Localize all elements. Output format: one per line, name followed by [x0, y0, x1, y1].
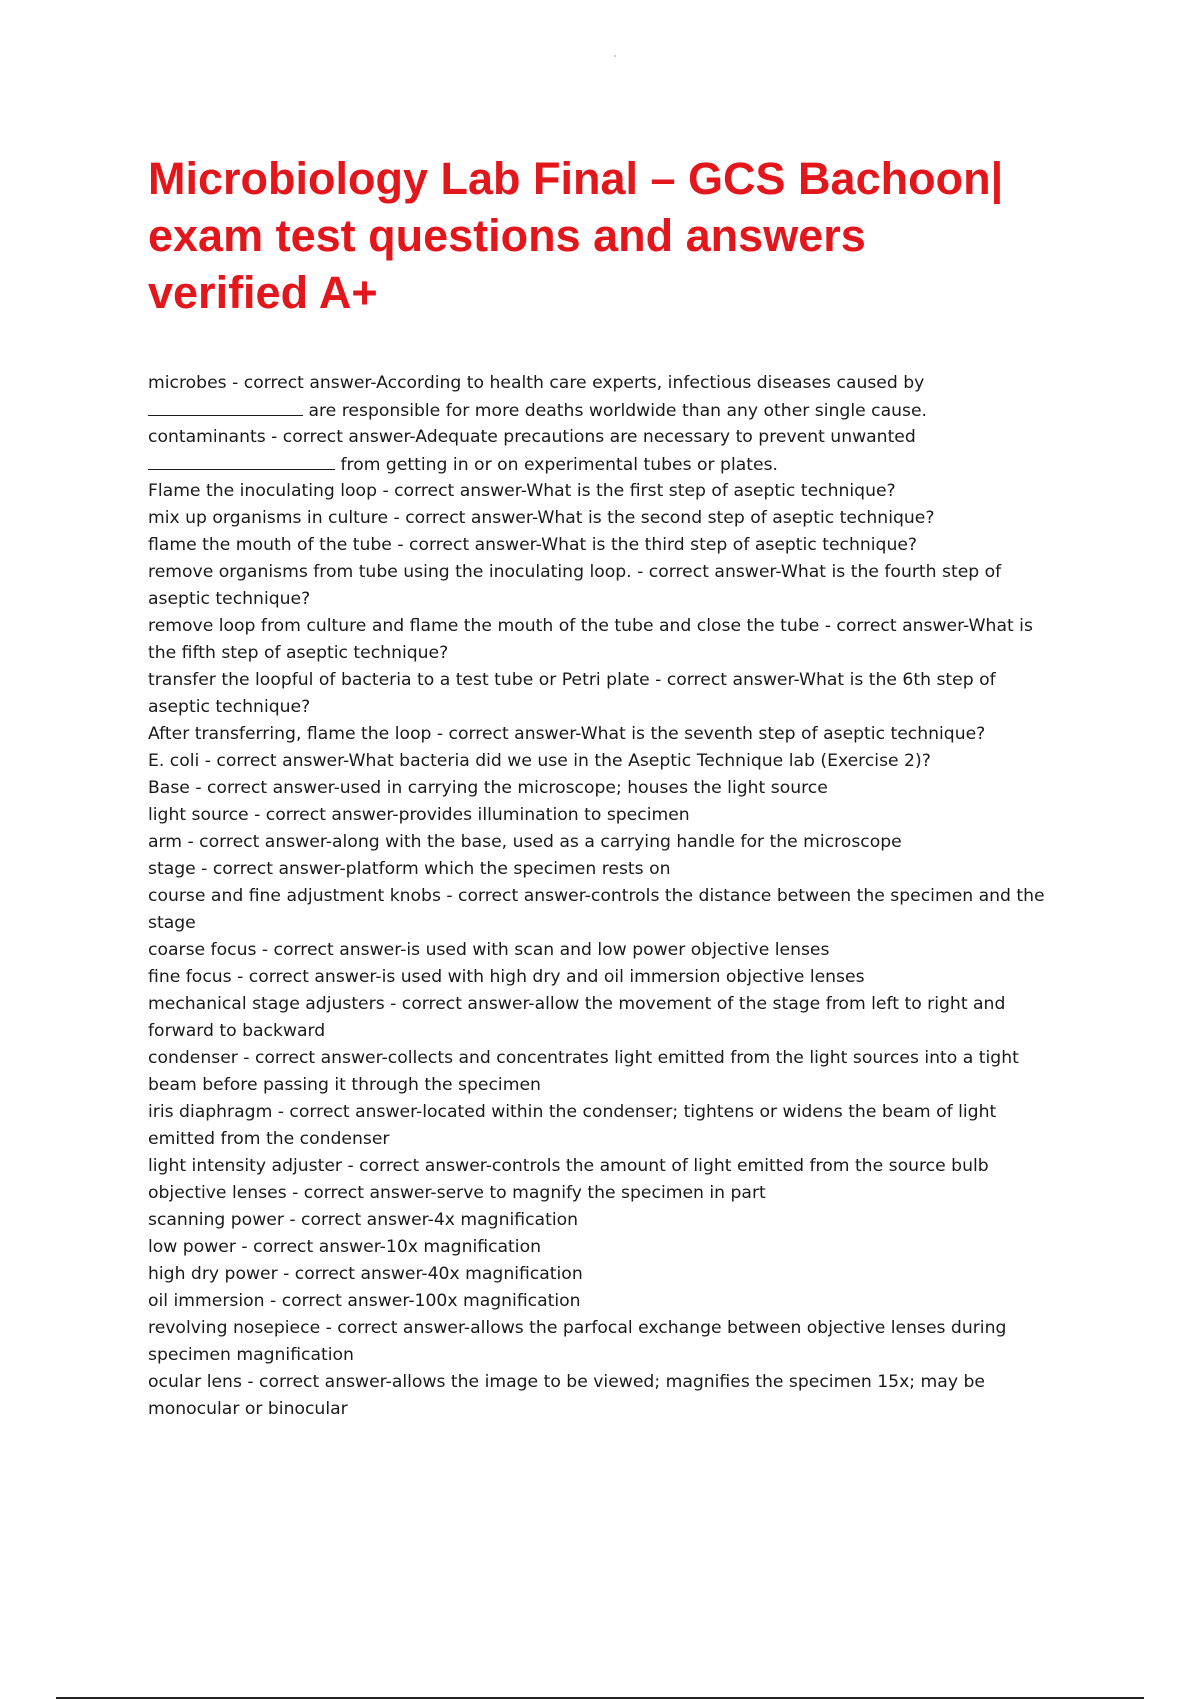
qa-line: [148, 748, 1088, 775]
qa-line: [148, 451, 1088, 478]
qa-line: [148, 1234, 1088, 1261]
qa-line-text: microbes - correct answer-According to health care experts, infectious diseases caused by: [148, 373, 925, 393]
qa-line: [148, 1126, 1088, 1153]
footer-divider: [56, 1697, 1144, 1699]
qa-line-text: are responsible for more deaths worldwide than any other single cause.: [303, 401, 928, 421]
qa-list: [148, 370, 1088, 1423]
qa-line-text: stage - correct answer-platform which the specimen rests on: [148, 859, 671, 879]
qa-line: [148, 964, 1088, 991]
qa-line: [148, 424, 1088, 451]
title-line-3: verified A+: [148, 267, 378, 318]
qa-line: [148, 370, 1088, 397]
qa-line-text: Base - correct answer-used in carrying the microscope; houses the light source: [148, 778, 828, 798]
document-title: [148, 150, 1108, 321]
qa-line: [148, 532, 1088, 559]
qa-line-text: emitted from the condenser: [148, 1129, 390, 1149]
qa-line: [148, 478, 1088, 505]
qa-line-text: transfer the loopful of bacteria to a test tube or Petri plate - correct answer-What is the 6th step of: [148, 670, 996, 690]
page-speck: [614, 55, 616, 57]
qa-line-text: condenser - correct answer-collects and concentrates light emitted from the light sources into a tight: [148, 1048, 1019, 1068]
qa-line: [148, 856, 1088, 883]
qa-line: [148, 1288, 1088, 1315]
qa-line: [148, 910, 1088, 937]
qa-line: [148, 694, 1088, 721]
qa-line-text: coarse focus - correct answer-is used with scan and low power objective lenses: [148, 940, 830, 960]
fill-in-blank: [148, 397, 303, 416]
qa-line: [148, 586, 1088, 613]
qa-line-text: course and fine adjustment knobs - correct answer-controls the distance between the specimen and the: [148, 886, 1045, 906]
qa-line: [148, 1099, 1088, 1126]
qa-line-text: aseptic technique?: [148, 697, 311, 717]
qa-line-text: forward to backward: [148, 1021, 326, 1041]
qa-line-text: high dry power - correct answer-40x magnification: [148, 1264, 583, 1284]
qa-line-text: contaminants - correct answer-Adequate precautions are necessary to prevent unwanted: [148, 427, 916, 447]
qa-line-text: aseptic technique?: [148, 589, 311, 609]
qa-line-text: the fifth step of aseptic technique?: [148, 643, 449, 663]
qa-line: [148, 1180, 1088, 1207]
qa-line-text: low power - correct answer-10x magnification: [148, 1237, 541, 1257]
qa-line: [148, 640, 1088, 667]
qa-line-text: beam before passing it through the specimen: [148, 1075, 541, 1095]
qa-line: [148, 883, 1088, 910]
qa-line-text: from getting in or on experimental tubes or plates.: [335, 455, 778, 475]
qa-line-text: stage: [148, 913, 196, 933]
qa-line-text: flame the mouth of the tube - correct answer-What is the third step of aseptic technique?: [148, 535, 918, 555]
qa-line: [148, 775, 1088, 802]
qa-line: [148, 1045, 1088, 1072]
qa-line: [148, 991, 1088, 1018]
qa-line: [148, 613, 1088, 640]
qa-line-text: fine focus - correct answer-is used with high dry and oil immersion objective lenses: [148, 967, 865, 987]
qa-line: [148, 802, 1088, 829]
qa-line-text: monocular or binocular: [148, 1399, 348, 1419]
qa-line: [148, 1261, 1088, 1288]
qa-line-text: Flame the inoculating loop - correct answer-What is the first step of aseptic technique?: [148, 481, 896, 501]
qa-line: [148, 1207, 1088, 1234]
qa-line-text: arm - correct answer-along with the base, used as a carrying handle for the microscope: [148, 832, 902, 852]
qa-line: [148, 1396, 1088, 1423]
qa-line-text: After transferring, flame the loop - correct answer-What is the seventh step of aseptic technique?: [148, 724, 986, 744]
qa-line: [148, 1315, 1088, 1342]
qa-line-text: revolving nosepiece - correct answer-allows the parfocal exchange between objective lenses during: [148, 1318, 1007, 1338]
qa-line: [148, 667, 1088, 694]
qa-line: [148, 937, 1088, 964]
qa-line: [148, 1018, 1088, 1045]
qa-line-text: mechanical stage adjusters - correct answer-allow the movement of the stage from left to right and: [148, 994, 1006, 1014]
qa-line: [148, 1369, 1088, 1396]
qa-line-text: remove loop from culture and flame the mouth of the tube and close the tube - correct answer-What is: [148, 616, 1033, 636]
qa-line: [148, 1342, 1088, 1369]
qa-line-text: E. coli - correct answer-What bacteria did we use in the Aseptic Technique lab (Exercise 2)?: [148, 751, 931, 771]
qa-line: [148, 505, 1088, 532]
qa-line: [148, 397, 1088, 424]
qa-line: [148, 1153, 1088, 1180]
qa-line-text: iris diaphragm - correct answer-located within the condenser; tightens or widens the beam of light: [148, 1102, 997, 1122]
qa-line-text: scanning power - correct answer-4x magnification: [148, 1210, 578, 1230]
qa-line-text: light intensity adjuster - correct answer-controls the amount of light emitted from the source bulb: [148, 1156, 989, 1176]
qa-line: [148, 559, 1088, 586]
fill-in-blank: [148, 451, 335, 470]
qa-line-text: oil immersion - correct answer-100x magnification: [148, 1291, 581, 1311]
qa-line: [148, 1072, 1088, 1099]
qa-line-text: light source - correct answer-provides illumination to specimen: [148, 805, 690, 825]
qa-line-text: remove organisms from tube using the inoculating loop. - correct answer-What is the fourth step of: [148, 562, 1002, 582]
qa-line-text: mix up organisms in culture - correct answer-What is the second step of aseptic technique?: [148, 508, 935, 528]
qa-line-text: objective lenses - correct answer-serve to magnify the specimen in part: [148, 1183, 766, 1203]
qa-line-text: specimen magnification: [148, 1345, 354, 1365]
qa-line-text: ocular lens - correct answer-allows the image to be viewed; magnifies the specimen 15x; may be: [148, 1372, 985, 1392]
qa-line: [148, 721, 1088, 748]
title-line-1: Microbiology Lab Final – GCS Bachoon|: [148, 153, 1004, 204]
qa-line: [148, 829, 1088, 856]
title-line-2: exam test questions and answers: [148, 210, 866, 261]
